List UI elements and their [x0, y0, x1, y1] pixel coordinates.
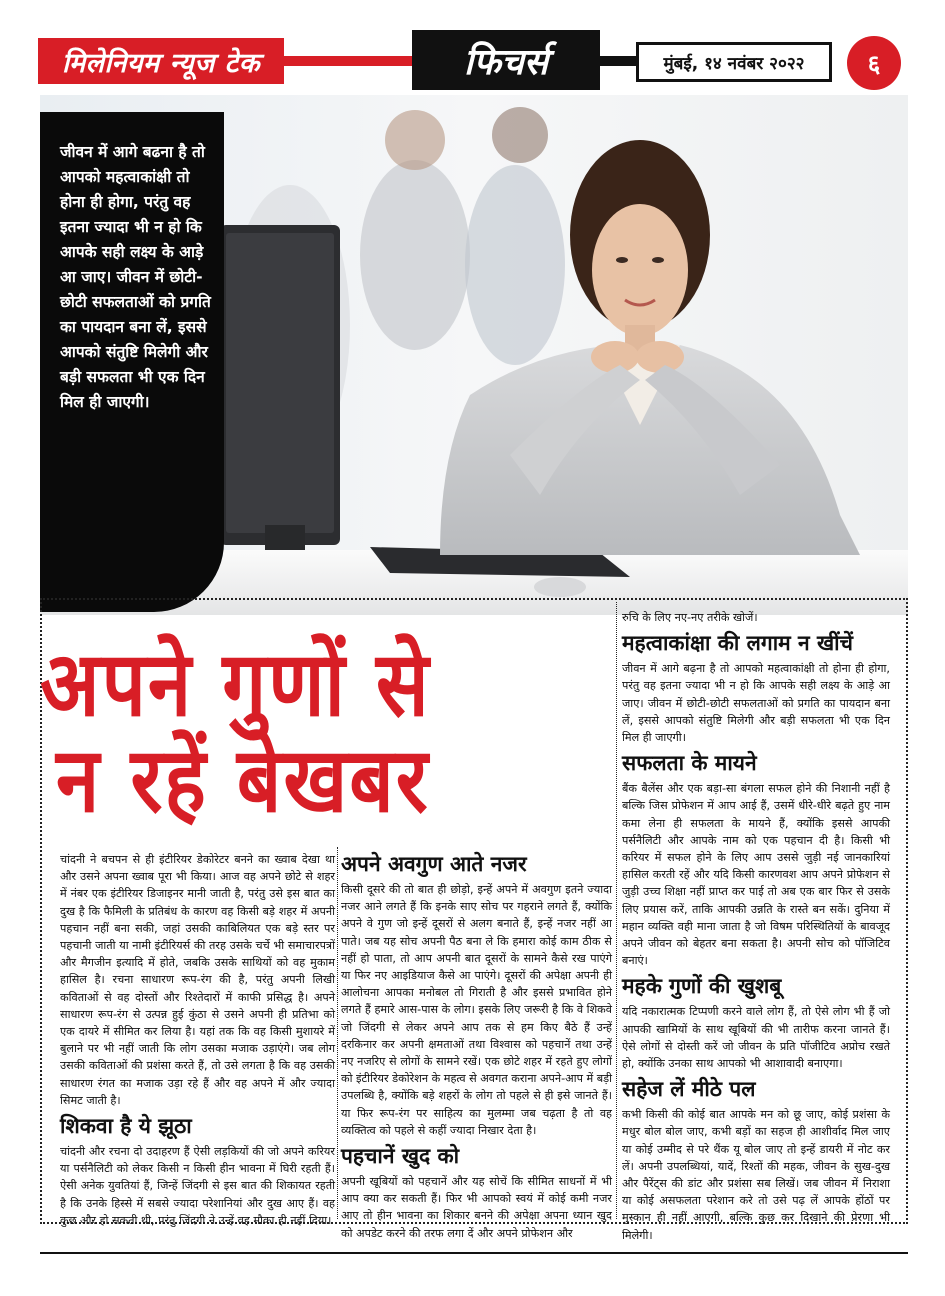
article-paragraph: किसी दूसरे की तो बात ही छोड़ो, इन्हें अपने में अवगुण इतने ज्यादा नजर आने लगते हैं कि इनके साए सोच पर गहराने लगते हैं, क्योंकि अपने वे गुण जो इन्हें दूसरों से अलग बनाते हैं, इन्हें नजर नहीं आ पाते। जब यह सोच अपनी पैठ बना ले कि हमारा कोई काम ठीक से नहीं हो पाता, तो आप अपनी बात दूसरों के सामने कैसे रख पाएंगे या फिर नए आइडियाज कैसे आ पाएंगे। दूसरों की अपेक्षा अपनी ही आलोचना आपका मनोबल तो गिराती है और इससे प्रभावित होने लगते हैं हमारे आस-पास के लोग। इसके लिए जरूरी है कि वे शिकवे जो जिंदगी से लेकर अपने आप तक से हम किए बैठे हैं उन्हें दरकिनार कर अपनी क्षमताओं तथा विश्वास को पहचानें तथा उन्हें नए नजरिए से लोगों के सामने रखें। एक छोटे शहर में रहते हुए लोगों को इंटीरियर डेकोरेशन के महत्व से अवगत कराना अपने-आप में बड़ी उपलब्धि है, क्योंकि बड़े शहरों के लोग तो पहले से ही इसे जानते हैं। या फिर रूप-रंग पर साहित्य का मुलम्मा जब चढ़ता है तो वह व्यक्तित्व को पहले से कहीं ज्यादा निखार देता है। — [341, 883, 612, 1137]
page-bottom-rule — [40, 1252, 908, 1254]
article-continuation: रुचि के लिए नए-नए तरीके खोजें। — [622, 611, 758, 624]
brand-name: मिलेनियम न्यूज टेक — [61, 47, 261, 79]
headline — [40, 630, 608, 840]
subhead-know-yourself: पहचानें खुद को — [341, 1144, 460, 1169]
dateline-box — [636, 42, 832, 82]
section-label: फिचर्स — [463, 41, 549, 83]
headline-line-2: न रहें बेखबर — [56, 729, 430, 833]
column-divider-2 — [616, 602, 617, 1219]
subhead-ambition: महत्वाकांक्षा की लगाम न खींचें — [622, 631, 853, 656]
dotted-border-top — [40, 598, 908, 600]
subhead-own-flaws: अपने अवगुण आते नजर — [341, 852, 527, 876]
masthead — [0, 0, 945, 95]
section-strip — [600, 56, 636, 66]
article-column-right — [622, 609, 890, 1244]
brand-strip — [284, 56, 416, 66]
article-column-middle — [341, 851, 612, 1242]
pull-quote-text: जीवन में आगे बढना है तो आपको महत्वाकांक्षी तो होना ही होगा, परंतु वह इतना ज्यादा भी न हो कि आपके सही लक्ष्य के आड़े आ जाए। जीवन में छोटी-छोटी सफलताओं को प्रगति का पायदान बना लें, इससे आपको संतुष्टि मिलेगी और बड़ी सफलता भी एक दिन मिल ही जाएगी। — [60, 143, 211, 411]
subhead-meaning-of-success: सफलता के मायने — [622, 751, 757, 776]
article-paragraph: चांदनी और रचना दो उदाहरण हैं ऐसी लड़कियों की जो अपने करियर या पर्सनैलिटी को लेकर किसी न किसी हीन भावना में घिरी रहती हैं। ऐसी अनेक युवतियां हैं, जिन्हें जिंदगी से इस बात की शिकायत रहती है कि उनके हिस्से में सबसे ज्यादा परेशानियां और दुख आए हैं। वह कुछ और हो सकती थी, परंतु जिंदगी ने उन्हें वह मौका ही नहीं दिया। — [60, 1145, 335, 1227]
article-paragraph: यदि नकारात्मक टिप्पणी करने वाले लोग हैं, तो ऐसे लोग भी हैं जो आपकी खामियों के साथ खूबियों की भी तारीफ करना जानते हैं। ऐसे लोगों से दोस्ती करें जो जीवन के प्रति पॉजीटिव अप्रोच रखते हो, क्योंकि उनका साथ आपको भी आशावादी बनाएगा। — [622, 1005, 890, 1071]
page-number: ६ — [867, 49, 881, 78]
article-paragraph: जीवन में आगे बढ़ना है तो आपको महत्वाकांक्षी तो होना ही होगा, परंतु वह इतना ज्यादा भी न हो कि आपके सही लक्ष्य के आड़े आ जाए। जीवन में छोटी-छोटी सफलताओं को प्रगति का पायदान बना लें, इससे आपको संतुष्टि मिलेगी और बड़ी सफलता भी एक दिन मिल ही जाएगी। — [622, 662, 890, 745]
article-paragraph: अपनी खूबियों को पहचानें और यह सोचें कि सीमित साधनों में भी आप क्या कर सकती हैं। फिर भी आपको स्वयं में कोई कमी नजर आए तो हीन भावना का शिकार बनने की अपेक्षा अपना ध्यान खुद को अपडेट करने की तरफ लगा दें और अपने प्रोफेशन और — [341, 1175, 612, 1240]
article-paragraph: कभी किसी की कोई बात आपके मन को छू जाए, कोई प्रशंसा के मधुर बोल बोल जाए, कभी बड़ों का सहज ही आशीर्वाद मिल जाए या कोई उम्मीद से परे थैंक यू बोल जाए तो इन्हें डायरी में नोट कर लें। अपनी उपलब्धियां, यादें, रिश्तों की महक, जीवन के सुख-दुख और पैरेंट्स की डांट और प्रशंसा सब लिखें। जब जीवन में निराशा या कोई असफलता परेशान करे तो उसे पढ़ लें आपके होंठों पर मुस्कान ही नहीं आएगी, बल्कि कुछ कर दिखाने की प्रेरणा भी मिलेगी। — [622, 1108, 890, 1242]
pull-quote-panel — [40, 112, 224, 612]
headline-line-1: अपने गुणों से — [40, 633, 431, 737]
subhead-fragrance-of-virtues: महके गुणों की खुशबू — [622, 974, 782, 999]
article-column-left — [60, 851, 335, 1229]
section-label-box — [412, 30, 600, 90]
article-paragraph: बैंक बैलेंस और एक बड़ा-सा बंगला सफल होने की निशानी नहीं है बल्कि जिस प्रोफेशन में आप आई हैं, उसमें धीरे-धीरे बढ़ते हुए नाम कमा लेना ही सफलता के मायने हैं, क्योंकि इससे आपकी पर्सनैलिटी और आपके नाम को एक पहचान दी है। किसी भी करियर में सफल होने के लिए आप उससे जुड़ी नई जानकारियां हासिल करती रहें और यदि किसी कारणवश आप अपने प्रोफेशन से जुड़ी उच्च शिक्षा नहीं प्राप्त कर पाई तो अब एक बार फिर से उसके लिए प्रयास करें, ताकि आपकी उन्नति के रास्ते बन सकें। दुनिया में महान व्यक्ति वही माना जाता है जो विषम परिस्थितियों के बावजूद अपने जीवन को बेहतर बना सकता है। अपनी सोच को पॉजिटिव बनाएं। — [622, 782, 890, 968]
page-number-badge — [847, 36, 901, 90]
article-intro: चांदनी ने बचपन से ही इंटीरियर डेकोरेटर बनने का ख्वाब देखा था और उसने अपना ख्वाब पूरा भी किया। आज वह अपने छोटे से शहर में नंबर एक इंटीरियर डिजाइनर मानी जाती है, परंतु उसे इस बात का दुख है कि फैमिली के प्रतिबंध के कारण वह किसी बड़े शहर में अपनी पहचान नहीं बना सकी, जहां उसकी काबिलियत एक बड़े स्तर पर पहचानी जाती या नामी इंटीरियर्स की तरह उसके चर्चे भी समाचारपत्रों और मैगजीन इत्यादि में होते, जबकि उसके साथियों को वह मुकाम हासिल है। रचना साधारण रूप-रंग की है, परंतु अपनी लिखी कविताओं से वह दोस्तों और रिश्तेदारों में काफी प्रसिद्ध है। अपने साधारण रूप-रंग से उत्पन्न हुई कुंठा से उसने अपनी ही प्रतिभा को एक दायरे में सीमित कर लिया है। यहां तक कि वह किसी मुशायरे में बुलाने पर भी नहीं जाती कि लोग उसका मजाक उड़ाएंगे। जब लोग उसकी कविताओं की प्रशंसा करते हैं, तो उसे लगता है कि वह उसकी साधारण रंगत का मजाक उड़ा रहे हैं और वह अपने में और ज्यादा सिमट जाती है। — [60, 853, 335, 1107]
subhead-complaint-is-false: शिकवा है ये झूठा — [60, 1114, 192, 1139]
dotted-border-right — [906, 598, 908, 1224]
subhead-sweet-moments: सहेज लें मीठे पल — [622, 1077, 756, 1102]
brand-logo — [38, 38, 284, 84]
dateline: मुंबई, १४ नवंबर २०२२ — [663, 53, 805, 74]
column-divider-1 — [337, 847, 338, 1219]
